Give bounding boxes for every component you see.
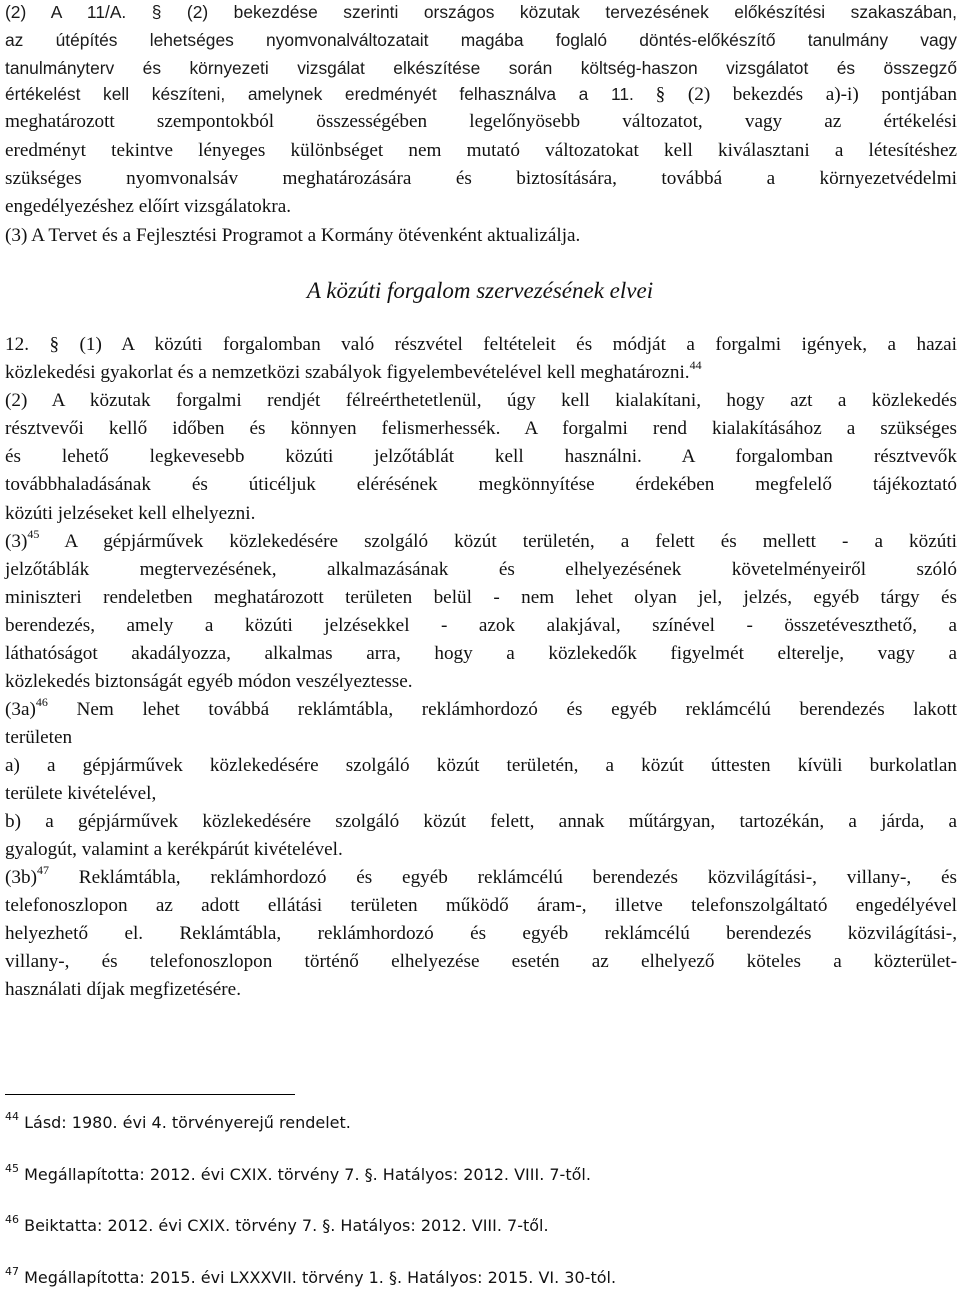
footnote-text: Lásd: 1980. évi 4. törvényerejű rendelet. [24, 1113, 351, 1132]
footnote [5, 1162, 591, 1184]
text-segment: $(3a)^{46}$ [5, 695, 48, 720]
footnote-ref: 47 [36, 863, 49, 877]
text-line: villany-, és telefonoszlopon történő elhelyezése esetén az elhelyező köteles a közterület- [5, 951, 957, 972]
text-line: résztvevői kellő időben és könnyen felismerhessék. A forgalmi rend kialakításához a szükséges [5, 418, 957, 439]
text-line: területe kivételével, [5, 783, 157, 804]
text-line: berendezés, amely a közúti jelzésekkel - azok alakjával, színével - összetéveszthető, a [5, 615, 957, 636]
section-heading: A közúti forgalom szervezésének elvei [306, 278, 654, 303]
footnote-ref: 46 [35, 695, 48, 709]
footnote [5, 1110, 351, 1132]
text-line [5, 527, 957, 553]
footnote-ref: 45 [27, 527, 40, 541]
text-segment: közlekedési gyakorlat és a nemzetközi szabályok figyelembevételével kell meghatározni. [5, 362, 690, 383]
footnote-number: 47 [5, 1265, 19, 1278]
footnote-number: 44 [5, 1110, 19, 1123]
text-line: közúti jelzéseket kell elhelyezni. [5, 503, 256, 524]
text-line: továbbhaladásának és úticéljuk elérésének megkönnyítése érdekében megfelelő tájékoztató [5, 474, 957, 495]
text-line: helyezhető el. Reklámtábla, reklámhordozó és egyéb reklámcélú berendezés közvilágítási-, [5, 923, 957, 944]
text-line: eredményt tekintve lényeges különbséget nem mutató változatokat kell kiválasztani a létesítéshez [5, 140, 957, 161]
text-line: területen [5, 727, 73, 748]
footnote-number: 46 [5, 1213, 19, 1226]
text-line: jelzőtáblák megtervezésének, alkalmazásának és elhelyezésének követelményeiről szóló [5, 559, 957, 580]
text-segment: Nem lehet továbbá reklámtábla, reklámhordozó és egyéb reklámcélú berendezés lakott [76, 699, 957, 720]
text-line-mixed [5, 84, 957, 106]
footnote-text: Megállapította: 2012. évi CXIX. törvény 7. §. Hatályos: 2012. VIII. 7-től. [24, 1165, 591, 1184]
text-line: (2) A közutak forgalmi rendjét félreérthetetlenül, úgy kell kialakítani, hogy azt a közlekedés [5, 390, 957, 411]
text-line: (2) A 11/A. § (2) bekezdése szerinti országos közutak tervezésének előkészítési szakaszában, [5, 2, 957, 22]
text-line: a) a gépjárművek közlekedésére szolgáló közút területén, a közút úttesten kívüli burkolatlan [5, 755, 957, 776]
footnote [5, 1265, 617, 1287]
text-segment: A gépjárművek közlekedésére szolgáló közút területén, a felett és mellett - a közúti [64, 531, 957, 552]
text-line: engedélyezéshez előírt vizsgálatokra. [5, 196, 292, 217]
text-line: használati díjak megfizetésére. [5, 979, 241, 1000]
text-line [5, 695, 957, 721]
footnote-divider [5, 1094, 295, 1095]
text-segment: $(3)^{45}$ [5, 527, 40, 552]
text-line: közlekedés biztonságát egyéb módon veszélyeztesse. [5, 671, 413, 692]
footnote-text: Beiktatta: 2012. évi CXIX. törvény 7. §. Hatályos: 2012. VIII. 7-től. [24, 1216, 549, 1235]
text-line [5, 863, 957, 889]
text-line: 12. § (1) A közúti forgalomban való részvétel feltételeit és módját a forgalmi igények, a hazai [5, 334, 957, 355]
text-line: szükséges nyomvonalsáv meghatározására és biztosítására, továbbá a környezetvédelmi [5, 168, 957, 189]
text-segment: $(3b)^{47}$ [5, 863, 49, 888]
text-segment: Reklámtábla, reklámhordozó és egyéb reklámcélú berendezés közvilágítási-, villany-, és [78, 867, 957, 888]
text-segment: § (2) bekezdés a)-i) pontjában [655, 84, 957, 105]
text-line: (3) A Tervet és a Fejlesztési Programot a Kormány ötévenként aktualizálja. [5, 225, 581, 246]
text-line [5, 358, 957, 384]
text-line: tanulmányterv és környezeti vizsgálat elkészítése során költség-haszon vizsgálatot és összegző [5, 58, 957, 78]
text-segment: értékelést kell készíteni, amelynek eredményét felhasználva a 11. [5, 84, 634, 104]
text-line: gyalogút, valamint a kerékpárút kivételével. [5, 839, 343, 860]
footnote-number: 45 [5, 1162, 19, 1175]
text-line: meghatározott szempontokból összességében legelőnyösebb változatot, vagy az értékelési [5, 111, 957, 132]
text-line: láthatóságot akadályozza, alkalmas arra, hogy a közlekedők figyelmét elterelje, vagy a [5, 643, 957, 664]
text-line: miniszteri rendeletben meghatározott területen belül - nem lehet olyan jel, jelzés, egyéb tárgy és [5, 587, 957, 608]
text-line: az útépítés lehetséges nyomvonalváltozatait magába foglaló döntés-előkészítő tanulmány vagy [5, 30, 957, 50]
footnote [5, 1213, 549, 1235]
text-line: és lehető legkevesebb közúti jelzőtáblát kell használni. A forgalomban résztvevők [5, 446, 957, 467]
text-line: telefonoszlopon az adott ellátási területen működő áram-, illetve telefonszolgáltató engedélyével [5, 895, 957, 916]
footnote-text: Megállapította: 2015. évi LXXXVII. törvény 1. §. Hatályos: 2015. VI. 30-tól. [24, 1268, 617, 1287]
footnote-ref: 44 [689, 358, 702, 372]
text-line: b) a gépjárművek közlekedésére szolgáló közút felett, annak műtárgyan, tartozékán, a járda, a [5, 811, 957, 832]
